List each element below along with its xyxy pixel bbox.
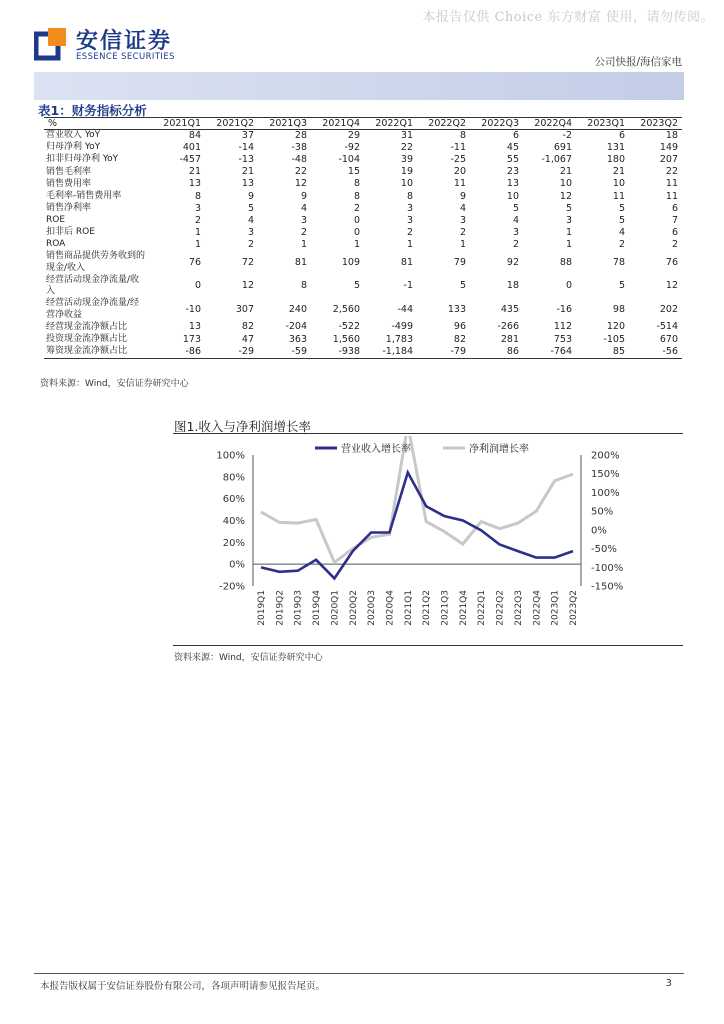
table-cell: 82 [241, 321, 254, 333]
table-cell: 5 [618, 280, 625, 292]
y-left-tick-label: 100% [216, 450, 245, 462]
table-cell: 281 [500, 333, 519, 345]
table-cell: 28 [294, 130, 307, 142]
table-cell: 23 [506, 166, 519, 178]
table-cell: 84 [188, 130, 201, 142]
table-cell: 4 [300, 202, 307, 214]
y-left-tick-label: 80% [222, 472, 245, 484]
table-cell: 3 [406, 214, 413, 226]
table-cell: 22 [665, 166, 678, 178]
x-tick-label: 2021Q3 [440, 590, 451, 626]
table-cell: 1 [406, 238, 413, 250]
table-cell: 3 [512, 226, 519, 238]
table-cell: 5 [618, 202, 625, 214]
table-cell: 2 [300, 226, 307, 238]
table-cell: 202 [659, 303, 678, 315]
table-cell: -59 [258, 346, 311, 359]
table-cell: 3 [459, 214, 466, 226]
table-cell: 76 [188, 256, 201, 268]
table-cell: -14 [238, 142, 254, 154]
table-cell: 76 [665, 256, 678, 268]
column-header: 2022Q3 [470, 118, 523, 130]
table-cell: -522 [338, 321, 360, 333]
y-right-tick-label: 150% [591, 469, 620, 481]
table-cell: 19 [400, 166, 413, 178]
table-cell: 131 [606, 142, 625, 154]
table-cell: 109 [341, 256, 360, 268]
table-row [44, 346, 682, 359]
table-cell: 4 [618, 226, 625, 238]
table-cell: 10 [400, 178, 413, 190]
row-label: ROE [46, 214, 66, 225]
x-tick-label: 2021Q4 [458, 590, 469, 626]
table-cell: 3 [300, 214, 307, 226]
table-cell: 81 [400, 256, 413, 268]
row-label: 扣非归母净利 YoY [46, 154, 119, 165]
figure-source: 资料来源：Wind，安信证券研究中心 [174, 653, 323, 663]
table-cell: 435 [500, 303, 519, 315]
y-right-tick-label: -50% [591, 544, 617, 556]
table-cell: 3 [247, 226, 254, 238]
table-cell: -1,067 [541, 154, 572, 166]
table-cell: 5 [618, 214, 625, 226]
table-cell: -266 [497, 321, 519, 333]
table-row [44, 239, 682, 251]
row-label: 经营活动现金净流量/经营净收益 [46, 298, 140, 320]
table-cell: 22 [294, 166, 307, 178]
table-cell: 12 [559, 190, 572, 202]
table-cell: -29 [205, 346, 258, 359]
table-cell: 96 [453, 321, 466, 333]
row-label: 归母净利 YoY [46, 142, 101, 153]
table-cell: -204 [285, 321, 307, 333]
table-cell: 3 [406, 202, 413, 214]
brand-name-cn: 安信证券 [76, 29, 173, 54]
x-tick-label: 2023Q2 [569, 590, 579, 626]
table-cell: 37 [241, 130, 254, 142]
table-cell: -56 [629, 346, 682, 359]
x-tick-label: 2022Q2 [495, 590, 506, 626]
table-source: 资料来源：Wind，安信证券研究中心 [40, 379, 189, 389]
table-cell: -11 [450, 142, 466, 154]
table-cell: 9 [300, 190, 307, 202]
table-cell: 5 [565, 202, 572, 214]
y-right-tick-label: -100% [591, 562, 624, 574]
y-right-tick-label: 0% [591, 525, 607, 537]
table-cell: 5 [459, 280, 466, 292]
table-cell: -79 [417, 346, 470, 359]
table-cell: 12 [665, 280, 678, 292]
table-cell: 173 [182, 333, 201, 345]
table-cell: 6 [512, 130, 519, 142]
x-tick-label: 2020Q1 [330, 590, 341, 626]
table-cell: 8 [406, 190, 413, 202]
row-label: 销售商品提供劳务收到的现金/收入 [46, 251, 146, 273]
table-cell: 0 [353, 226, 360, 238]
table-cell: -105 [603, 333, 625, 345]
table-cell: 18 [506, 280, 519, 292]
brand-name-en: ESSENCE SECURITIES [76, 52, 175, 62]
table-row [44, 190, 682, 202]
row-label: 销售净利率 [46, 202, 92, 213]
table-cell: -499 [391, 321, 413, 333]
unit-header: % [44, 118, 152, 130]
table-cell: 753 [553, 333, 572, 345]
table-cell: 2 [406, 226, 413, 238]
table-cell: 8 [353, 190, 360, 202]
table-cell: 11 [665, 178, 678, 190]
table-cell: 86 [470, 346, 523, 359]
table-row [44, 334, 682, 346]
table-cell: -38 [291, 142, 307, 154]
table-cell: 2 [512, 238, 519, 250]
table-cell: 31 [400, 130, 413, 142]
row-label: 投资现金流净额占比 [46, 333, 128, 344]
table-cell: 4 [247, 214, 254, 226]
column-header: 2022Q2 [417, 118, 470, 130]
table-cell: 13 [506, 178, 519, 190]
table-row [44, 321, 682, 333]
row-label: 经营活动现金净流量/收入 [46, 274, 140, 297]
table-cell: 88 [559, 256, 572, 268]
page-number: 3 [665, 978, 672, 989]
table-row [44, 227, 682, 239]
y-left-tick-label: 20% [222, 537, 245, 549]
brand-logo [34, 22, 204, 66]
table-cell: 0 [194, 280, 201, 292]
table-row [44, 251, 682, 275]
table-cell: -16 [556, 303, 572, 315]
table-cell: 13 [241, 178, 254, 190]
row-label: 营业收入 YoY [46, 130, 101, 141]
table-cell: 29 [347, 130, 360, 142]
table-cell: 1 [194, 238, 201, 250]
table-cell: -25 [450, 154, 466, 166]
column-header: 2021Q3 [258, 118, 311, 130]
table-row [44, 142, 682, 154]
table-cell: 1 [353, 238, 360, 250]
x-tick-label: 2020Q3 [367, 590, 378, 626]
table-cell: 47 [241, 333, 254, 345]
table-cell: 78 [612, 256, 625, 268]
row-label: 销售费用率 [46, 178, 92, 189]
table-cell: 21 [241, 166, 254, 178]
table-cell: 39 [400, 154, 413, 166]
table-row [44, 203, 682, 215]
table-cell: -13 [238, 154, 254, 166]
table-cell: 15 [347, 166, 360, 178]
table-cell: 9 [459, 190, 466, 202]
table-cell: 21 [559, 166, 572, 178]
essence-logo-icon [34, 26, 70, 62]
table-cell: 149 [659, 142, 678, 154]
y-right-tick-label: 200% [591, 450, 620, 462]
table-cell: 6 [671, 226, 678, 238]
figure-bottom-rule [173, 645, 683, 646]
x-tick-label: 2022Q3 [513, 590, 524, 626]
table-row [44, 166, 682, 178]
table-cell: 11 [665, 190, 678, 202]
table-cell: 10 [612, 178, 625, 190]
table-cell: 21 [188, 166, 201, 178]
table-row [44, 298, 682, 322]
table-cell: 3 [194, 202, 201, 214]
table-cell: 22 [400, 142, 413, 154]
table-cell: -104 [338, 154, 360, 166]
table-cell: -457 [179, 154, 201, 166]
table-cell: 9 [247, 190, 254, 202]
table-cell: 120 [606, 321, 625, 333]
column-header: 2021Q2 [205, 118, 258, 130]
column-header: 2023Q1 [576, 118, 629, 130]
legend-label: 净利润增长率 [469, 444, 529, 455]
table-cell: 18 [665, 130, 678, 142]
table-cell: 307 [235, 303, 254, 315]
table-row [44, 154, 682, 166]
table-cell: 12 [294, 178, 307, 190]
x-tick-label: 2021Q1 [403, 590, 414, 626]
table-cell: 1,783 [385, 333, 413, 345]
table-cell: 2 [353, 202, 360, 214]
table-cell: -514 [656, 321, 678, 333]
table-cell: 1 [565, 226, 572, 238]
table-cell: 0 [565, 280, 572, 292]
table-cell: 2 [194, 214, 201, 226]
footer-disclaimer: 本报告版权属于安信证券股份有限公司，各项声明请参见报告尾页。 [40, 981, 326, 992]
table-cell: 10 [559, 178, 572, 190]
table-cell: 4 [459, 202, 466, 214]
y-left-tick-label: -20% [219, 581, 245, 593]
table-cell: 13 [188, 321, 201, 333]
table-cell: 11 [453, 178, 466, 190]
table-cell: 2 [671, 238, 678, 250]
table-cell: -86 [152, 346, 205, 359]
table-cell: 5 [353, 280, 360, 292]
y-right-tick-label: -150% [591, 581, 624, 593]
table-cell: 670 [659, 333, 678, 345]
table-cell: 11 [612, 190, 625, 202]
x-tick-label: 2019Q4 [312, 590, 323, 626]
row-label: 销售毛利率 [46, 166, 92, 177]
x-tick-label: 2020Q4 [385, 590, 396, 626]
column-header: 2022Q4 [523, 118, 576, 130]
table-body [44, 130, 682, 359]
table-cell: 1 [459, 238, 466, 250]
y-left-tick-label: 60% [222, 494, 245, 506]
table-cell: -92 [344, 142, 360, 154]
table-cell: 180 [606, 154, 625, 166]
table-cell: 2 [247, 238, 254, 250]
table-cell: 98 [612, 303, 625, 315]
row-label: 经营现金流净额占比 [46, 321, 128, 332]
figure-top-rule [173, 433, 683, 434]
table-cell: -10 [185, 303, 201, 315]
legend-label: 营业收入增长率 [341, 444, 411, 455]
figure-title: 图1.收入与净利润增长率 [174, 419, 311, 434]
header-band [34, 72, 684, 100]
table-cell: 82 [453, 333, 466, 345]
table-row [44, 178, 682, 190]
table-cell: -1 [403, 280, 413, 292]
table-cell: 79 [453, 256, 466, 268]
y-right-tick-label: 100% [591, 487, 620, 499]
growth-rate-chart [173, 436, 683, 642]
table-cell: 13 [188, 178, 201, 190]
table-cell: -2 [562, 130, 572, 142]
table-row [44, 274, 682, 298]
table-cell: 92 [506, 256, 519, 268]
table-cell: 45 [506, 142, 519, 154]
x-tick-label: 2020Q2 [348, 590, 359, 626]
table-cell: -44 [397, 303, 413, 315]
table-cell: 21 [612, 166, 625, 178]
table-cell: 8 [459, 130, 466, 142]
table-cell: 401 [182, 142, 201, 154]
watermark-text: 本报告仅供 Choice 东方财富 使用，请勿传阅。 [422, 10, 714, 25]
table-cell: 12 [241, 280, 254, 292]
table-cell: -1,184 [364, 346, 417, 359]
table-cell: 5 [512, 202, 519, 214]
table-row [44, 130, 682, 143]
table-row [44, 215, 682, 227]
table-cell: 55 [506, 154, 519, 166]
table-cell: 112 [553, 321, 572, 333]
table-cell: -48 [291, 154, 307, 166]
table-cell: 85 [576, 346, 629, 359]
table-cell: 363 [288, 333, 307, 345]
table-cell: 8 [353, 178, 360, 190]
x-tick-label: 2022Q1 [477, 590, 488, 626]
table-cell: 7 [671, 214, 678, 226]
x-tick-label: 2021Q2 [422, 590, 433, 626]
table-cell: 2 [618, 238, 625, 250]
row-label: ROA [46, 239, 66, 250]
table-cell: 4 [512, 214, 519, 226]
table-cell: 6 [618, 130, 625, 142]
y-left-tick-label: 40% [222, 516, 245, 527]
table-cell: 1,560 [332, 333, 360, 345]
financial-indicators-table [44, 117, 682, 359]
table-cell: 2 [459, 226, 466, 238]
column-header: 2021Q1 [152, 118, 205, 130]
table-cell: 1 [300, 238, 307, 250]
table-cell: 1 [194, 226, 201, 238]
table-cell: 72 [241, 256, 254, 268]
table-cell: 6 [671, 202, 678, 214]
table-header-row [44, 118, 682, 130]
table-cell: 8 [194, 190, 201, 202]
column-header: 2021Q4 [311, 118, 364, 130]
column-header: 2022Q1 [364, 118, 417, 130]
x-tick-label: 2022Q4 [532, 590, 543, 626]
table-cell: 81 [294, 256, 307, 268]
y-right-tick-label: 50% [591, 506, 614, 518]
table-cell: 8 [300, 280, 307, 292]
table-cell: 0 [353, 214, 360, 226]
table-cell: 207 [659, 154, 678, 166]
row-label: 毛利率-销售费用率 [46, 190, 122, 201]
table-cell: 20 [453, 166, 466, 178]
table-title: 表1：财务指标分析 [38, 103, 147, 118]
table-cell: 10 [506, 190, 519, 202]
table-cell: 2,560 [332, 303, 360, 315]
x-tick-label: 2023Q1 [550, 590, 561, 626]
table-cell: 240 [288, 303, 307, 315]
table-cell: 691 [553, 142, 572, 154]
y-left-tick-label: 0% [229, 559, 245, 571]
table-cell: 133 [447, 303, 466, 315]
row-label: 筹资现金流净额占比 [44, 346, 152, 359]
x-tick-label: 2019Q1 [257, 590, 267, 626]
footer-rule [34, 973, 684, 974]
table-cell: 5 [247, 202, 254, 214]
document-type: 公司快报/海信家电 [594, 56, 682, 68]
table-cell: -764 [523, 346, 576, 359]
series-line-revenue [261, 473, 573, 579]
column-header: 2023Q2 [629, 118, 682, 130]
x-tick-label: 2019Q3 [293, 590, 304, 626]
table-cell: -938 [311, 346, 364, 359]
table-cell: 3 [565, 214, 572, 226]
x-tick-label: 2019Q2 [275, 590, 286, 626]
row-label: 扣非后 ROE [46, 227, 95, 238]
table-cell: 1 [565, 238, 572, 250]
